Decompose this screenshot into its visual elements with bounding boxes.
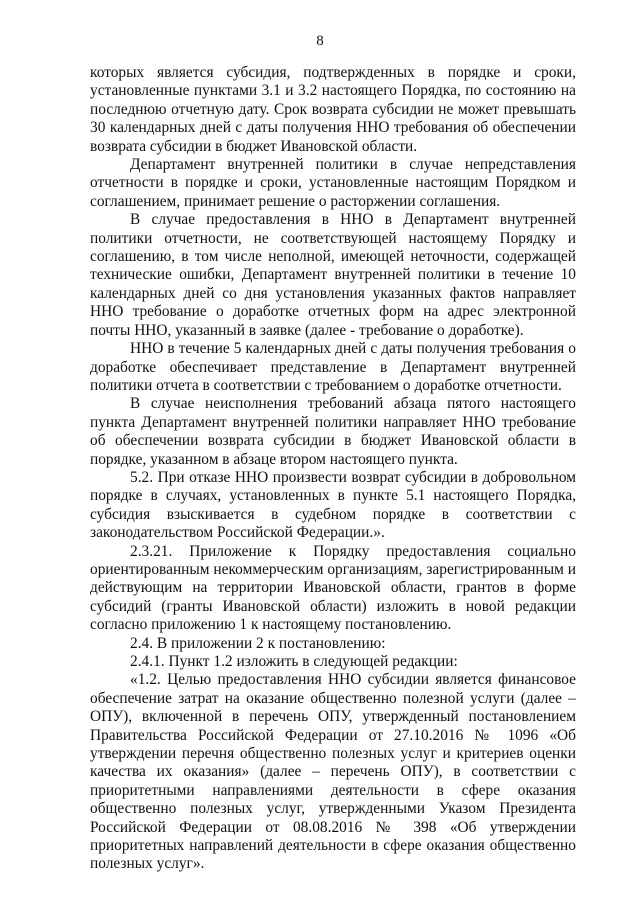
paragraph: В случае неисполнения требований абзаца пятого настоящего пункта Департамент внутренней политики направляет ННО требование об обеспечении возврата субсидии в бюджет Ивановской области в порядке, указанном в абзаце втором настоящего пункта.	[90, 395, 576, 468]
paragraph: Департамент внутренней политики в случае непредставления отчетности в порядке и сроки, установленные настоящим Порядком и соглашением, принимает решение о расторжении соглашения.	[90, 156, 576, 210]
paragraph: 2.4.1. Пункт 1.2 изложить в следующей редакции:	[130, 653, 458, 670]
paragraph: «1.2. Целью предоставления ННО субсидии является финансовое обеспечение затрат на оказание общественно полезной услуги (далее – ОПУ), включенной в перечень ОПУ, утвержденный постановлением Правительства Российской Федерации от 27.10.2016 № 1096 «Об утверждении перечня общественно полезных услуг и критериев оценки качества их оказания» (далее – перечень ОПУ), в соответствии с приоритетными направлениями деятельности в сфере оказания общественно полезных услуг, утвержденными Указом Президента Российской Федерации от 08.08.2016 № 398 «Об утверждении приоритетных направлений деятельности в сфере оказания общественно полезных услуг».	[90, 671, 576, 873]
paragraph-continuation: которых является субсидия, подтвержденных в порядке и сроки, установленные пунктами 3.1 и 3.2 настоящего Порядка, по состоянию на последнюю отчетную дату. Срок возврата субсидии не может превышать 30 календарных дней с даты получения ННО требования об обеспечении возврата субсидии в бюджет Ивановской области.	[90, 64, 576, 155]
paragraph: ННО в течение 5 календарных дней с даты получения требования о доработке обеспечивает представление в Департамент внутренней политики отчета в соответствии с требованием о доработке отчетности.	[90, 340, 576, 394]
paragraph: 2.4. В приложении 2 к постановлению:	[130, 634, 386, 652]
paragraph: 5.2. При отказе ННО произвести возврат субсидии в добровольном порядке в случаях, установленных в пункте 5.1 настоящего Порядка, субсидия взыскивается в судебном порядке в соответствии с законодательством Российской Федерации.».	[90, 468, 576, 542]
document-body	[90, 64, 576, 874]
paragraph: В случае предоставления в ННО в Департамент внутренней политики отчетности, не соответствующей настоящему Порядку и соглашению, в том числе неполной, имеющей неточности, содержащей технические ошибки, Департамент внутренней политики в течение 10 календарных дней со дня установления указанных фактов направляет ННО требование о доработке отчетных форм на адрес электронной почты ННО, указанный в заявке (далее - требование о доработке).	[90, 211, 576, 339]
page-number: 8	[316, 33, 324, 49]
paragraph: 2.3.21. Приложение к Порядку предоставления социально ориентированным некоммерческим организациям, зарегистрированным и действующим на территории Ивановской области, грантов в форме субсидий (гранты Ивановской области) изложить в новой редакции согласно приложению 1 к настоящему постановлению.	[90, 542, 576, 634]
